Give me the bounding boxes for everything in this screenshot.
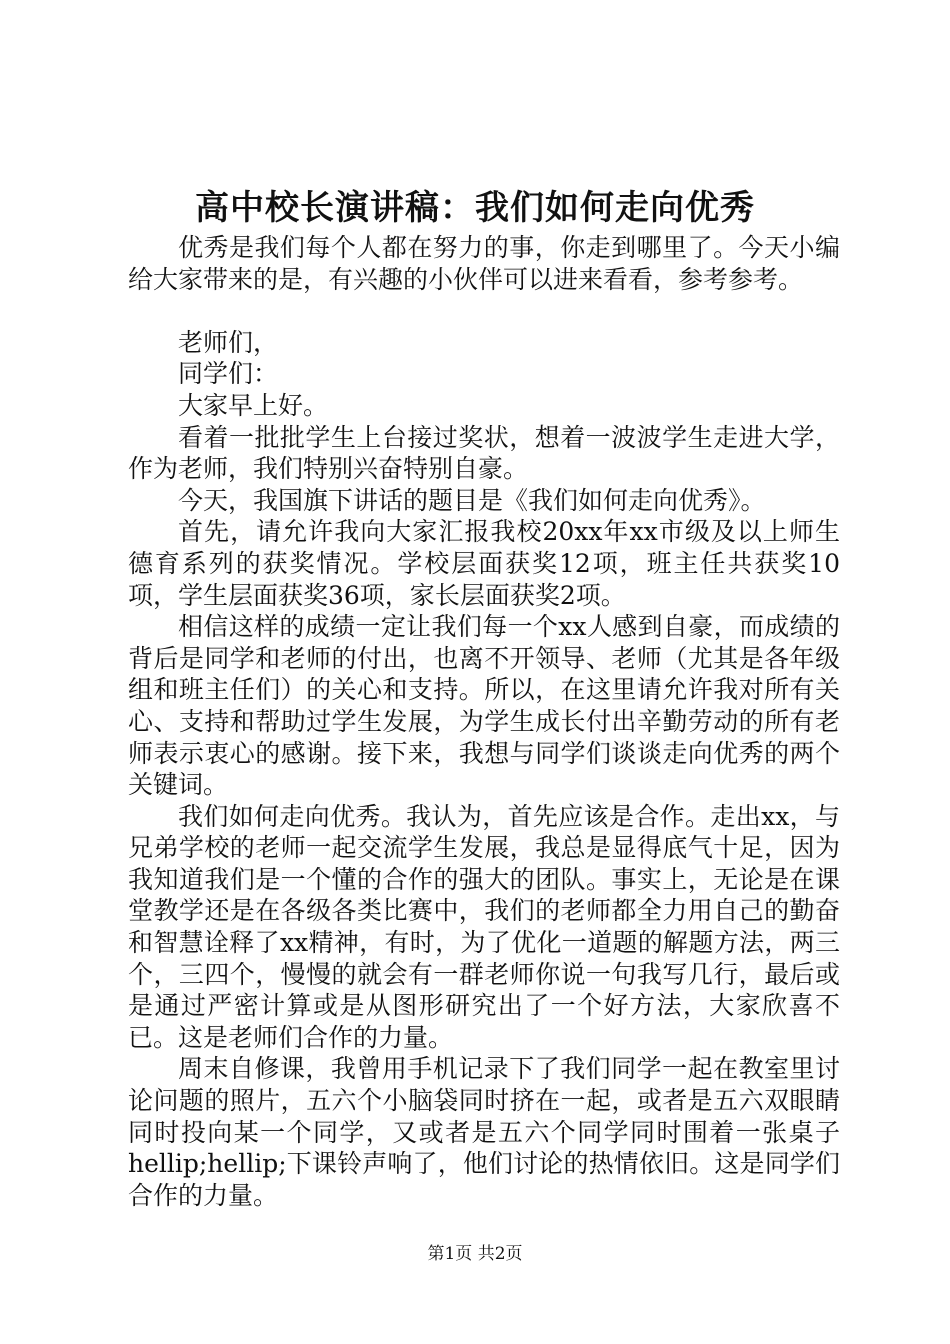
paragraph: 首先，请允许我向大家汇报我校20xx年xx市级及以上师生德育系列的获奖情况。学校层面获奖12项，班主任共获奖10项，学生层面获奖36项，家长层面获奖2项。 xyxy=(128,517,840,610)
salutation-students: 同学们： xyxy=(178,359,279,389)
paragraph: 相信这样的成绩一定让我们每一个xx人感到自豪，而成绩的背后是同学和老师的付出，也离不开领导、老师（尤其是各年级组和班主任们）的关心和支持。所以，在这里请允许我对所有关心、支持和帮助过学生发展，为学生成长付出辛勤劳动的所有老师表示衷心的感谢。接下来，我想与同学们谈谈走向优秀的两个关键词。 xyxy=(128,612,840,800)
salutation-teachers: 老师们， xyxy=(178,327,279,357)
document-body xyxy=(128,232,840,1211)
paragraph: 我们如何走向优秀。我认为，首先应该是合作。走出xx，与兄弟学校的老师一起交流学生发展，我总是显得底气十足，因为我知道我们是一个懂的合作的强大的团队。事实上，无论是在课堂教学还是在各级各类比赛中，我们的老师都全力用自己的勤奋和智慧诠释了xx精神，有时，为了优化一道题的解题方法，两三个，三四个，慢慢的就会有一群老师你说一句我写几行，最后或是通过严密计算或是从图形研究出了一个好方法，大家欣喜不已。这是老师们合作的力量。 xyxy=(128,801,840,1052)
paragraph: 今天，我国旗下讲话的题目是《我们如何走向优秀》。 xyxy=(178,485,766,515)
page-footer: 第1页 共2页 xyxy=(427,1244,523,1264)
blank-line xyxy=(128,295,840,327)
paragraph: 看着一批批学生上台接过奖状，想着一波波学生走进大学，作为老师，我们特别兴奋特别自豪。 xyxy=(128,422,840,484)
paragraph-intro: 优秀是我们每个人都在努力的事，你走到哪里了。今天小编给大家带来的是，有兴趣的小伙伴可以进来看看，参考参考。 xyxy=(128,233,840,294)
greeting: 大家早上好。 xyxy=(178,390,329,420)
document-title: 高中校长演讲稿：我们如何走向优秀 xyxy=(195,188,755,228)
paragraph: 周末自修课，我曾用手机记录下了我们同学一起在教室里讨论问题的照片，五六个小脑袋同时挤在一起，或者是五六双眼睛同时投向某一个同学，又或者是五六个同学同时围着一张桌子hellip;hellip;下课铃声响了，他们讨论的热情依旧。这是同学们合作的力量。 xyxy=(128,1054,840,1210)
